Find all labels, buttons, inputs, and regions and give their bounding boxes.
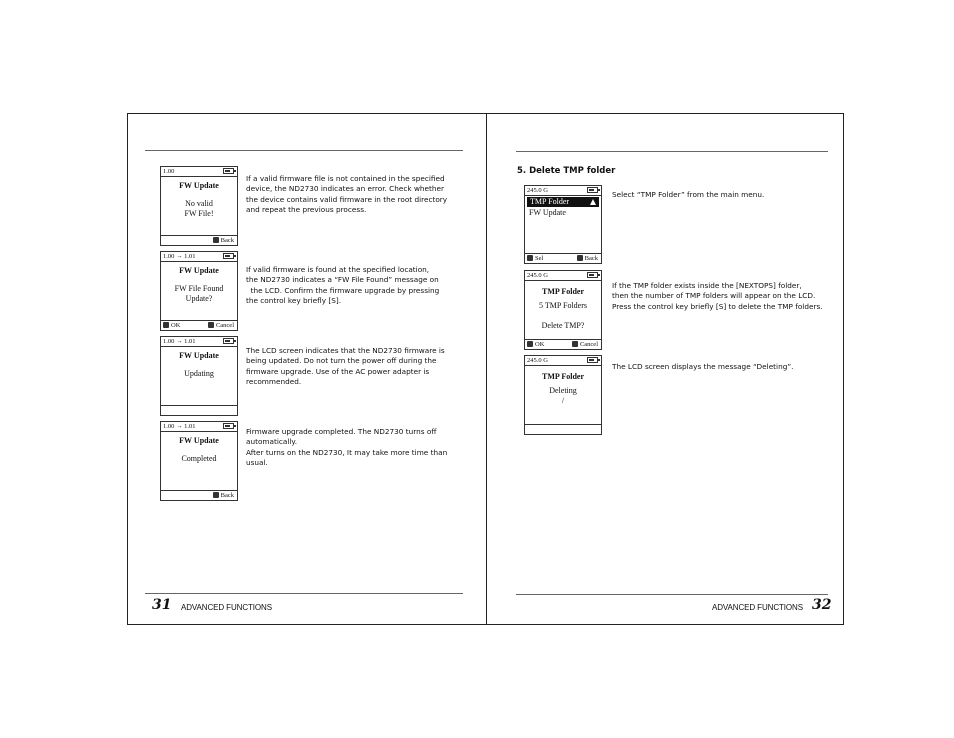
right-top-rule	[516, 151, 828, 152]
lcd-capacity: 245.0 G	[527, 272, 548, 279]
lcd-title: TMP Folder	[542, 372, 584, 381]
battery-icon	[587, 187, 598, 193]
desc-line: Press the control key briefly [S] to delete the TMP folders.	[612, 301, 823, 311]
left-key-icon	[213, 237, 219, 243]
lcd-line: Updating	[184, 369, 214, 378]
lcd-line: FW File Found	[174, 284, 224, 293]
lcd-cancel-label: Cancel	[215, 322, 234, 329]
desc-no-valid	[246, 174, 466, 215]
page-number-right: 32	[812, 597, 832, 613]
desc-tmp-folders	[612, 281, 842, 312]
desc-line: the ND2730 indicates a “FW File Found” message on	[246, 275, 439, 285]
lcd-screen-completed	[160, 421, 238, 501]
lcd-title: FW Update	[179, 181, 219, 190]
left-key-icon	[213, 492, 219, 498]
right-key-icon	[527, 255, 533, 261]
battery-icon	[587, 357, 598, 363]
lcd-back-label: Back	[220, 237, 234, 244]
lcd-line: FW File!	[184, 209, 214, 218]
battery-icon	[587, 272, 598, 278]
section-label-right: ADVANCED FUNCTIONS	[712, 603, 803, 612]
desc-line: device, the ND2730 indicates an error. Check whether	[246, 184, 445, 194]
battery-icon	[223, 168, 234, 174]
desc-line: After turns on the ND2730, It may take more time than	[246, 447, 448, 457]
lcd-back-label: Back	[584, 255, 598, 262]
lcd-title: FW Update	[179, 436, 219, 445]
lcd-line: Delete TMP?	[541, 321, 585, 330]
lcd-spinner: /	[561, 396, 565, 405]
desc-line: the device contains valid firmware in the root directory	[246, 194, 448, 204]
lcd-title: FW Update	[179, 351, 219, 360]
desc-line: recommended.	[246, 376, 302, 386]
desc-line: being updated. Do not turn the power off during the	[246, 356, 437, 366]
desc-line: Firmware upgrade completed. The ND2730 turns off	[246, 427, 437, 436]
lcd-line: 5 TMP Folders	[538, 301, 587, 310]
lcd-capacity: 245.0 G	[527, 357, 548, 364]
lcd-version: 1.00 → 1.01	[163, 338, 196, 345]
lcd-cancel-label: Cancel	[579, 341, 598, 348]
right-bottom-rule	[516, 594, 828, 595]
lcd-line: Update?	[185, 294, 213, 303]
left-top-rule	[145, 150, 463, 151]
menu-item-fw-update: FW Update	[529, 208, 566, 217]
battery-icon	[223, 423, 234, 429]
section-label-left: ADVANCED FUNCTIONS	[181, 603, 272, 612]
desc-line: The LCD screen indicates that the ND2730 firmware is	[246, 346, 445, 355]
left-key-icon	[208, 322, 214, 328]
battery-icon	[223, 338, 234, 344]
desc-line: automatically.	[246, 437, 298, 447]
lcd-screen-updating	[160, 336, 238, 416]
lcd-version: 1.00 → 1.01	[163, 423, 196, 430]
lcd-capacity: 245.0 G	[527, 187, 548, 194]
lcd-screen-main-menu	[524, 185, 602, 264]
lcd-sel-label: Sel	[535, 255, 544, 262]
lcd-back-label: Back	[220, 492, 234, 499]
desc-line: then the number of TMP folders will appear on the LCD.	[612, 291, 816, 301]
battery-icon	[223, 253, 234, 259]
lcd-ok-label: OK	[171, 322, 181, 329]
lcd-screen-no-valid	[160, 166, 238, 246]
desc-line: If valid firmware is found at the specified location,	[246, 265, 430, 274]
lcd-line: Completed	[181, 454, 217, 463]
desc-line: Select “TMP Folder” from the main menu.	[612, 190, 765, 199]
right-key-icon	[527, 341, 533, 347]
desc-fw-found	[246, 265, 466, 306]
lcd-ok-label: OK	[535, 341, 545, 348]
desc-line: If the TMP folder exists inside the [NEXTOPS] folder,	[612, 281, 802, 290]
lcd-screen-fw-found	[160, 251, 238, 331]
left-key-icon	[577, 255, 583, 261]
up-triangle-icon	[590, 199, 596, 205]
menu-item-tmp-folder	[527, 197, 599, 207]
desc-line: firmware upgrade. Use of the AC power adapter is	[246, 366, 430, 376]
lcd-screen-tmp-folders	[524, 270, 602, 350]
lcd-version: 1.00 → 1.01	[163, 253, 196, 260]
desc-main-menu	[612, 190, 837, 200]
page-number-left: 31	[152, 597, 172, 613]
lcd-title: FW Update	[179, 266, 219, 275]
right-key-icon	[163, 322, 169, 328]
lcd-line: Deleting	[549, 386, 577, 395]
desc-line: If a valid firmware file is not contained in the specified	[246, 174, 445, 183]
desc-line: and repeat the previous process.	[246, 204, 367, 214]
section-heading: 5. Delete TMP folder	[517, 166, 616, 176]
desc-updating	[246, 346, 466, 387]
page-divider	[486, 113, 487, 625]
desc-line: usual.	[246, 457, 268, 467]
left-key-icon	[572, 341, 578, 347]
lcd-line: No valid	[185, 199, 213, 208]
desc-deleting	[612, 362, 837, 372]
desc-line: the control key briefly [S].	[246, 295, 342, 305]
desc-line: The LCD screen displays the message “Deleting”.	[612, 362, 794, 371]
lcd-title: TMP Folder	[542, 287, 584, 296]
menu-item-label: TMP Folder	[530, 197, 570, 206]
desc-completed	[246, 427, 466, 468]
desc-line: the LCD. Confirm the firmware upgrade by pressing	[246, 285, 440, 295]
left-bottom-rule	[145, 593, 463, 594]
lcd-screen-deleting	[524, 355, 602, 435]
lcd-version: 1.00	[163, 168, 175, 175]
